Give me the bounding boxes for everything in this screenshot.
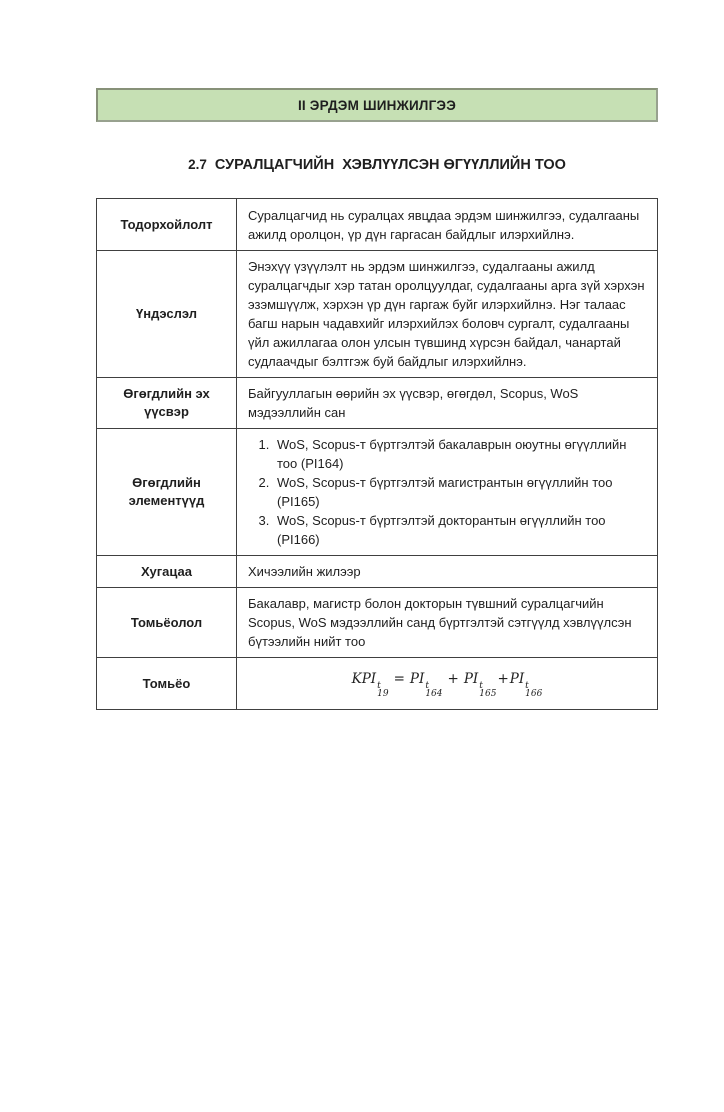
list-item: 1. WoS, Scopus-т бүртгэлтэй бакалаврын оюутны өгүүллийн тоо (PI164) <box>273 435 646 473</box>
row-value-cell <box>237 378 658 429</box>
section-banner <box>96 88 658 122</box>
row-value-cell <box>237 251 658 378</box>
document-page <box>96 88 658 710</box>
formula-scripts <box>425 682 442 698</box>
row-value-cell <box>237 199 658 251</box>
row-label: Үндэслэл <box>136 306 197 321</box>
formula-sub: 19 <box>377 688 389 699</box>
formula-sub: 164 <box>425 688 443 699</box>
row-value-cell <box>237 556 658 588</box>
row-label-cell <box>97 658 237 710</box>
formula-scripts <box>377 682 388 698</box>
row-value-text: Суралцагчид нь суралцах явцдаа эрдэм шинжилгээ, судалгааны ажилд оролцон, үр дүн гаргасан байдлыг илэрхийлнэ. <box>248 207 640 242</box>
section-banner-label: II ЭРДЭМ ШИНЖИЛГЭЭ <box>297 97 457 113</box>
formula-term <box>409 670 443 699</box>
formula-sup: t <box>425 680 429 691</box>
formula-scripts <box>525 682 542 698</box>
table-row-period <box>97 556 658 588</box>
page-title <box>96 157 658 173</box>
formula-base: PI <box>409 670 425 687</box>
row-value-text: Бакалавр, магистр болон докторын түвшний суралцагчийн Scopus, WoS мэдээллийн санд бүртгэлтэй сэтгүүлд хэвлүүлсэн бүтээлийн нийт тоо <box>248 596 632 649</box>
table-row-data-elements <box>97 429 658 556</box>
list-item: 3. WoS, Scopus-т бүртгэлтэй докторантын өгүүллийн тоо (PI166) <box>273 511 646 549</box>
formula-base: KPI <box>351 670 377 687</box>
indicator-spec-table <box>96 198 658 710</box>
row-label-cell <box>97 251 237 378</box>
formula-sup: t <box>479 680 483 691</box>
formula-sup: t <box>525 680 529 691</box>
row-label-cell <box>97 429 237 556</box>
table-row-formulation <box>97 588 658 658</box>
formula-sub: 166 <box>525 688 543 699</box>
plus-sign: + <box>447 670 459 687</box>
formula-base: PI <box>463 670 479 687</box>
row-value-text: Хичээлийн жилээр <box>248 564 361 579</box>
row-label-cell <box>97 378 237 429</box>
row-value-cell <box>237 588 658 658</box>
table-row-definition <box>97 199 658 251</box>
page-title-number: 2.7 <box>188 157 207 172</box>
row-value-text: Энэхүү үзүүлэлт нь эрдэм шинжилгээ, судалгааны ажилд суралцагчдыг хэр татан оролцуулдаг, судалгааны арга зүй хэрхэн эзэмшүүлж, хэрхэн үр дүн гаргаж буйг илэрхийлнэ. Нэг талаас багш нарын чадавхийг илэрхийлэх боловч сургалт, судалгааны үйл ажиллагаа олон улсын түвшинд хүрсэн байдал, чанартай судлаачдыг бэлтгэж буй байдлыг илэрхийлнэ. <box>248 259 645 369</box>
formula-sup: t <box>377 680 381 691</box>
data-elements-list <box>248 435 646 549</box>
plus-sign: + <box>497 670 509 687</box>
page-title-text: СУРАЛЦАГЧИЙН ХЭВЛҮҮЛСЭН ӨГҮҮЛЛИЙН ТОО <box>214 157 566 173</box>
row-label-cell <box>97 199 237 251</box>
formula-sub: 165 <box>479 688 497 699</box>
row-value-cell <box>237 429 658 556</box>
row-label-cell <box>97 556 237 588</box>
equals-sign: = <box>393 670 405 687</box>
kpi-formula <box>248 670 646 698</box>
row-value-text: Байгууллагын өөрийн эх үүсвэр, өгөгдөл, Scopus, WoS мэдээллийн сан <box>248 386 579 420</box>
row-value-cell <box>237 658 658 710</box>
table-row-rationale <box>97 251 658 378</box>
formula-term <box>351 670 389 699</box>
formula-scripts <box>479 682 496 698</box>
row-label: Хугацаа <box>141 563 192 579</box>
row-label: Тодорхойлолт <box>120 216 213 232</box>
row-label: Томьёо <box>142 675 191 691</box>
row-label: Өгөгдлийн элементүүд <box>128 475 205 508</box>
row-label: Томьёолол <box>130 614 203 630</box>
table-row-data-source <box>97 378 658 429</box>
formula-term <box>509 670 543 699</box>
row-label: Өгөгдлийн эх үүсвэр <box>123 386 210 419</box>
formula-term <box>463 670 497 699</box>
formula-base: PI <box>509 670 525 687</box>
table-row-formula <box>97 658 658 710</box>
list-item: 2. WoS, Scopus-т бүртгэлтэй магистрантын өгүүллийн тоо (PI165) <box>273 473 646 511</box>
row-label-cell <box>97 588 237 658</box>
